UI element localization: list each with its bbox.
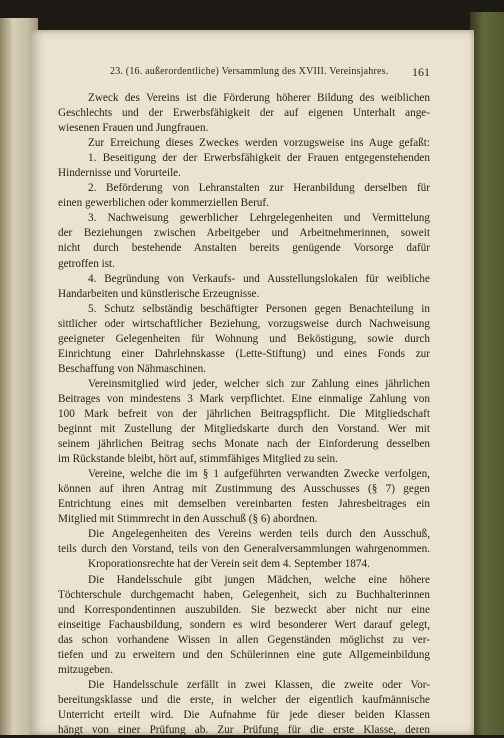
book-cover-edge [470,12,504,735]
text-line: 4. Begründung von Verkaufs- und Ausstellungslokalen für weibliche [88,272,430,285]
text-line-spaced-heading: Die Handelsschule gibt jungen Mädchen, welche eine höhere [88,573,430,586]
text-line: seinem jährlichen Beitrag sechs Monate nach der Einforderung desselben [58,438,430,451]
text-line: Handarbeiten und künstlerische Erzeugnisse. [58,287,260,300]
text-line: Die Handelsschule zerfällt in zwei Klassen, die zweite oder Vor- [88,678,430,691]
text-line: sittlicher oder wirtschaftlicher Beziehung, vorzugsweise durch Nachweisung [58,317,430,330]
text-line: geeigneter Gelegenheiten für Wohnung und Beköstigung, sowie durch [58,332,430,345]
text-line: der Beziehungen zwischen Arbeitgeber und Arbeitnehmerinnen, soweit [58,227,430,240]
text-line: hängt von einer Prüfung ab. Zur Prüfung für die erste Klasse, deren [58,723,430,736]
text-line: Geschlechts und der Erwerbsfähigkeit der auf eigenen Unterhalt ange- [58,107,430,120]
text-line: wiesenen Frauen und Jungfrauen. [58,122,209,135]
text-line: Vereine, welche die im § 1 aufgeführten verwandten Zwecke verfolgen, [88,468,430,481]
text-line: getroffen ist. [58,257,115,270]
text-line: und Korrespondentinnen auszubilden. Sie bezweckt aber nicht nur eine [58,603,430,616]
text-line: Mitglied mit Stimmrecht in den Ausschuß (§ 6) abordnen. [58,513,318,526]
text-line: 3. Nachweisung gewerblicher Lehrgelegenheiten und Vermittelung [88,212,430,225]
text-line: Die Angelegenheiten des Vereins werden teils durch den Ausschuß, [88,528,430,541]
text-line: Unterricht erteilt wird. Die Aufnahme für jede dieser beiden Klassen [58,708,430,721]
text-line: beginnt mit Zustellung der Mitgliedskarte durch den Vorstand. Wer mit [58,423,430,436]
text-line: im Rückstande bleibt, hört auf, stimmfähiges Mitglied zu sein. [58,453,338,466]
text-line: 100 Mark befreit von der jährlichen Beitragspflicht. Die Mitgliedschaft [58,407,430,420]
text-line: Einrichtung einer Dahrlehnskasse (Lette-Stiftung) und eines Fonds zur [58,347,430,360]
text-line: mitzugeben. [58,663,113,676]
text-line: Hindernisse und Vorurteile. [58,167,181,180]
text-line: einseitige Fachausbildung, sondern es wird besonderer Wert darauf gelegt, [58,618,430,631]
text-line: Töchterschule durchgemacht haben, Gelegenheit, sich zu Buchhalterinnen [58,588,430,601]
text-line: tiefen und zu erweitern und den Schülerinnen eine gute Allgemeinbildung [58,648,430,661]
text-line: einen gewerblichen oder kommerziellen Beruf. [58,197,269,210]
text-line: bereitungsklasse und die erste, in welcher der eigentlich kaufmännische [58,693,430,706]
text-line: das schon vorhandene Wissen in allen Gegenständen möglichst zu ver- [58,633,430,646]
text-line: Vereinsmitglied wird jeder, welcher sich zur Zahlung eines jährlichen [88,377,430,390]
text-line: teils durch den Vorstand, teils von den Generalversammlungen wahrgenommen. [58,543,430,556]
text-line: Zur Erreichung dieses Zweckes werden vorzugsweise ins Auge gefaßt: [88,137,430,150]
header-title: 23. (16. außerordentliche) Versammlung des XVIII. Vereinsjahres. [110,66,389,77]
body-text [58,91,430,738]
text-line: Entrichtung eines mit demselben vereinbarten festen Jahresbeitrages ein [58,498,430,511]
running-header [85,66,430,82]
text-line: können auf ihren Antrag mit Zustimmung des Ausschusses (§ 7) gegen [58,483,430,496]
text-line: Zweck des Vereins ist die Förderung höherer Bildung des weiblichen [88,92,430,104]
text-line: Beschaffung von Nähmaschinen. [58,362,206,375]
text-line: 1. Beseitigung der der Erwerbsfähigkeit der Frauen entgegenstehenden [88,152,430,165]
text-line: 2. Beförderung von Lehranstalten zur Heranbildung derselben für [88,182,430,195]
text-line: 5. Schutz selbständig beschäftigter Personen gegen Benachteilung in [88,302,430,315]
text-line: nicht durch bestehende Anstalten bereits genügende Vorsorge dafür [58,242,430,255]
page-number: 161 [412,65,430,79]
text-line: Beitrages von mindestens 3 Mark verpflichtet. Eine einmalige Zahlung von [58,392,430,405]
text-line: Kroporationsrechte hat der Verein seit dem 4. September 1874. [88,558,370,571]
